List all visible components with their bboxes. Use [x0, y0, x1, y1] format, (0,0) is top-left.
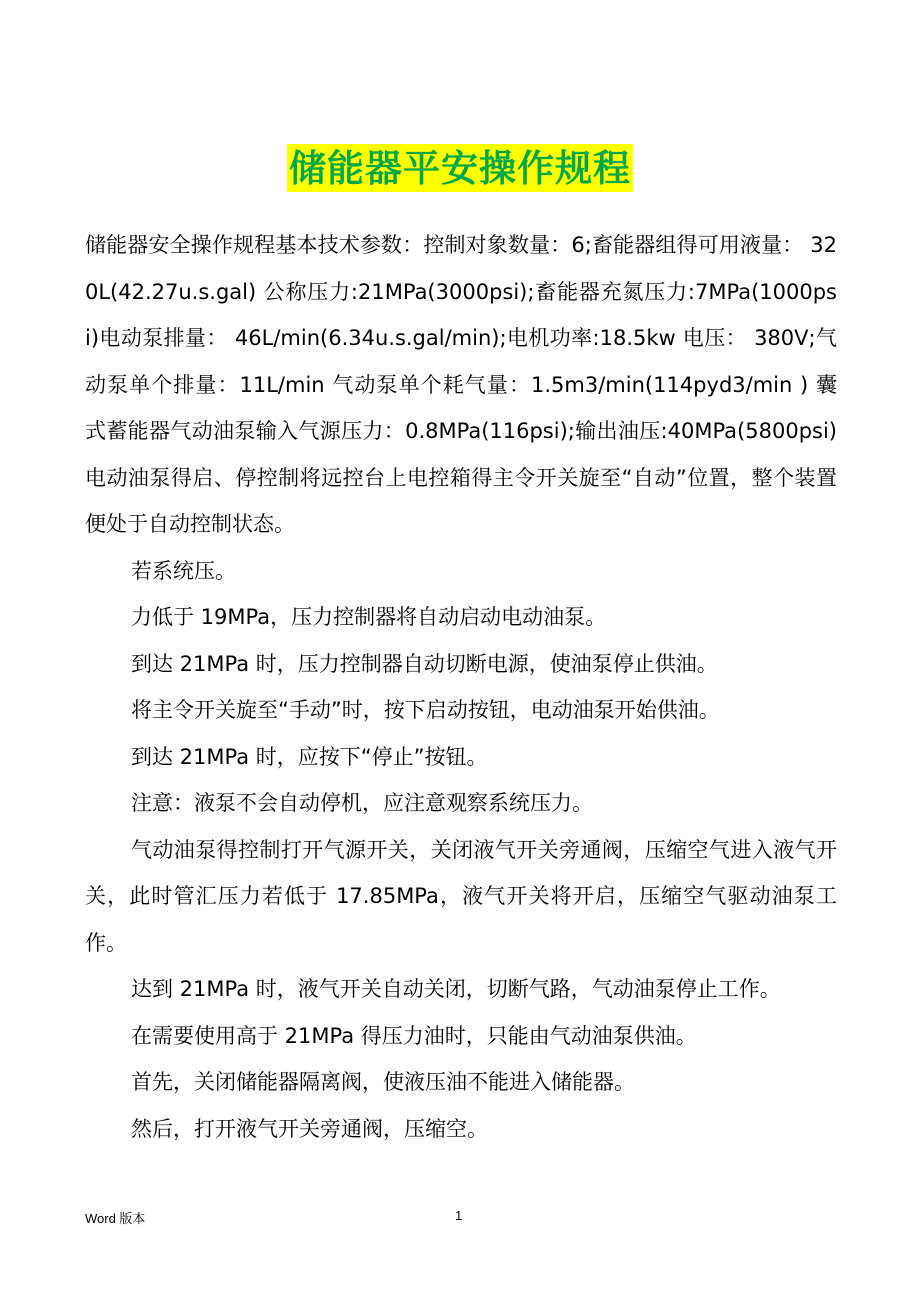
title-container [0, 144, 920, 192]
paragraph: 到达 21MPa 时，压力控制器自动切断电源，使油泵停止供油。 [131, 651, 718, 676]
paragraph: 到达 21MPa 时，应按下“停止”按钮。 [131, 744, 488, 769]
paragraph: 气动油泵得控制打开气源开关，关闭液气开关旁通阀，压缩空气进入液气开关，此时管汇压力若低于 17.85MPa，液气开关将开启，压缩空气驱动油泵工作。 [85, 837, 837, 955]
paragraph: 达到 21MPa 时，液气开关自动关闭，切断气路，气动油泵停止工作。 [131, 977, 781, 1001]
footer-label: Word 版本 [85, 1211, 146, 1226]
paragraph: 力低于 19MPa，压力控制器将自动启动电动油泵。 [131, 605, 607, 629]
paragraph: 若系统压。 [131, 558, 236, 583]
paragraph-intro: 储能器安全操作规程基本技术参数：控制对象数量：6;畜能器组得可用液量： 320L(42.27u.s.gal) 公称压力:21MPa(3000psi);畜能器充氮压力:7MPa(1000psi)电动泵排量： 46L/min(6.34u.s.gal/min);电机功率:18.5kw 电压： 380V;气动泵单个排量：11L/min 气动泵单个耗气量：1.5m3/min(114pyd3/min ) 囊式蓄能器气动油泵输入气源压力：0.8MPa(116psi);输出油压:40MPa(5800psi)电动油泵得启、停控制将远控台上电控箱得主令开关旋至“自动”位置，整个装置便处于自动控制状态。 [85, 233, 837, 536]
paragraph: 在需要使用高于 21MPa 得压力油时，只能由气动油泵供油。 [131, 1023, 697, 1048]
document-title: 储能器平安操作规程 [289, 146, 631, 190]
page-number: 1 [455, 1208, 463, 1223]
paragraph: 首先，关闭储能器隔离阀，使液压油不能进入储能器。 [131, 1070, 635, 1094]
paragraph: 然后，打开液气开关旁通阀，压缩空。 [131, 1116, 488, 1141]
paragraph: 注意：液泵不会自动停机，应注意观察系统压力。 [131, 791, 593, 815]
document-body [85, 222, 837, 1152]
paragraph: 将主令开关旋至“手动”时，按下启动按钮，电动油泵开始供油。 [131, 698, 720, 722]
